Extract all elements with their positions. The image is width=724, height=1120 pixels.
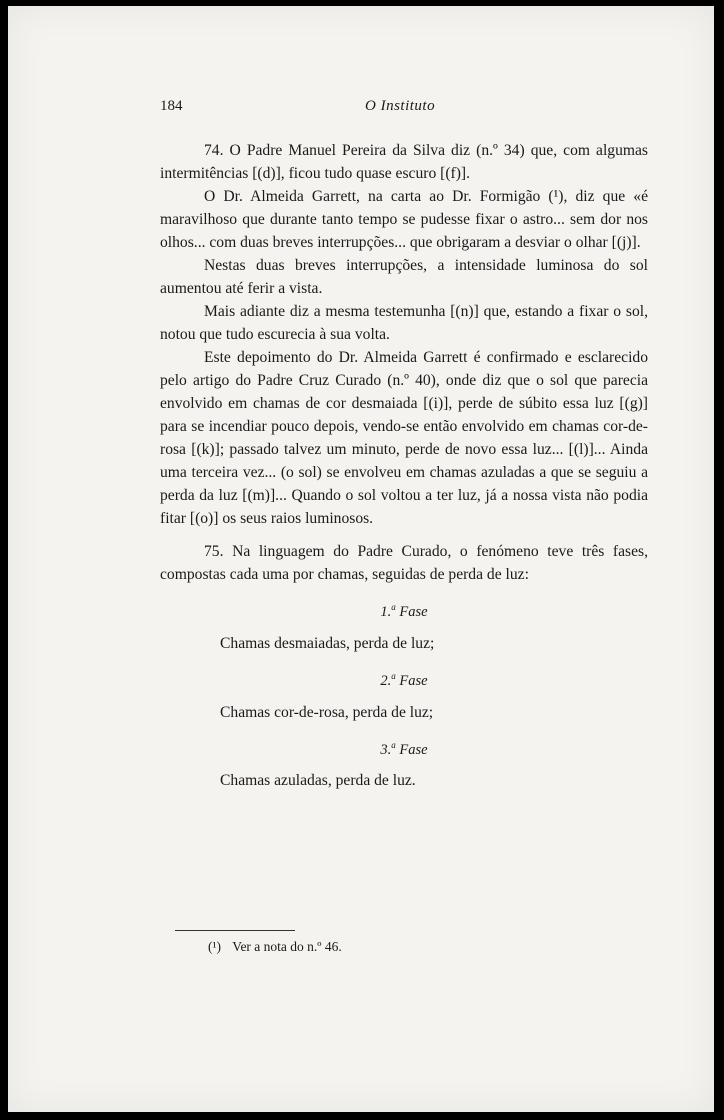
paragraph: 75. Na linguagem do Padre Curado, o fenómeno teve três fases, compostas cada uma por chamas, seguidas de perda de luz:: [160, 543, 648, 583]
running-title: O Instituto: [365, 98, 436, 114]
phase-title: 1.$^a$ Fase: [380, 602, 428, 620]
paragraph: O Dr. Almeida Garrett, na carta ao Dr. Formigão (¹), diz que «é maravilhoso que durante tanto tempo se pudesse fixar o astro... sem dor nos olhos... com duas breves interrupções... que obrigaram a desviar o olhar [(j)].: [160, 188, 648, 251]
paragraph: 74. O Padre Manuel Pereira da Silva diz (n.º 34) que, com algumas intermitências [(d)], ficou tudo quase escuro [(f)].: [160, 142, 648, 182]
paragraph: Mais adiante diz a mesma testemunha [(n)] que, estando a fixar o sol, notou que tudo escurecia à sua volta.: [160, 303, 648, 343]
paragraph: Este depoimento do Dr. Almeida Garrett é confirmado e esclarecido pelo artigo do Padre Cruz Curado (n.º 40), onde diz que o sol que parecia envolvido em chamas de cor desmaiada [(i)], perde de súbito essa luz [(g)] para se incendiar pouco depois, vendo-se então envolvido em chamas cor-de-rosa [(k)]; passado talvez um minuto, perde de novo essa luz... [(l)]... Ainda uma terceira vez... (o sol) se envolveu em chamas azuladas a que se seguiu a perda da luz [(m)]... Quando o sol voltou a ter luz, já a nossa vista não podia fitar [(o)] os seus raios luminosos.: [160, 349, 648, 527]
body-text: [160, 139, 648, 802]
phase-title: 3.$^a$ Fase: [380, 739, 428, 758]
phase-text: Chamas azuladas, perda de luz.: [220, 772, 416, 790]
phase-title: 2.$^a$ Fase: [380, 670, 428, 689]
footnote-divider: [175, 930, 295, 931]
footnote: [208, 939, 342, 955]
phase-text: Chamas cor-de-rosa, perda de luz;: [220, 703, 434, 721]
paragraph: Nestas duas breves interrupções, a intensidade luminosa do sol aumentou até ferir a vista.: [160, 257, 648, 297]
page: [8, 6, 714, 1112]
footnote-mark: (¹): [208, 939, 222, 954]
page-number: 184: [160, 98, 183, 114]
footnote-text: Ver a nota do n.º 46.: [232, 939, 342, 954]
phase-text: Chamas desmaiadas, perda de luz;: [220, 634, 435, 652]
